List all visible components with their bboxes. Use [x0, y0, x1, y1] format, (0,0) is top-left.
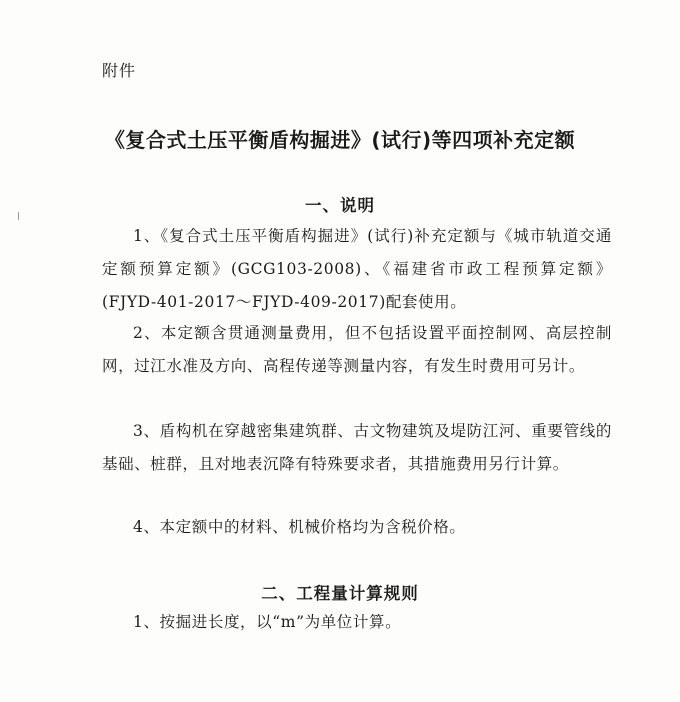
explanation-paragraph-4: 4、本定额中的材料、机械价格均为含税价格。	[133, 518, 466, 536]
explanation-paragraph-2: 2、本定额含贯通测量费用，但不包括设置平面控制网、高层控制网，过江水准及方向、高程传递等测量内容，有发生时费用可另计。	[102, 324, 612, 375]
document-title: 《复合式土压平衡盾构掘进》(试行)等四项补充定额	[104, 128, 576, 152]
attachment-label: 附件	[102, 61, 137, 80]
section-heading-explanation: 一、说明	[305, 196, 375, 215]
explanation-paragraph-1: 1、《复合式土压平衡盾构掘进》(试行)补充定额与《城市轨道交通定额预算定额》(GCG103-2008)、《福建省市政工程预算定额》(FJYD-401-2017～FJYD-409-2017)配套使用。	[102, 227, 612, 311]
section-heading-quantity-rules: 二、工程量计算规则	[261, 584, 419, 603]
quantity-rule-paragraph-1: 1、按掘进长度，以“m”为单位计算。	[133, 613, 402, 631]
explanation-paragraph-3: 3、盾构机在穿越密集建筑群、古文物建筑及堤防江河、重要管线的基础、桩群，且对地表沉降有特殊要求者，其措施费用另行计算。	[102, 422, 612, 473]
